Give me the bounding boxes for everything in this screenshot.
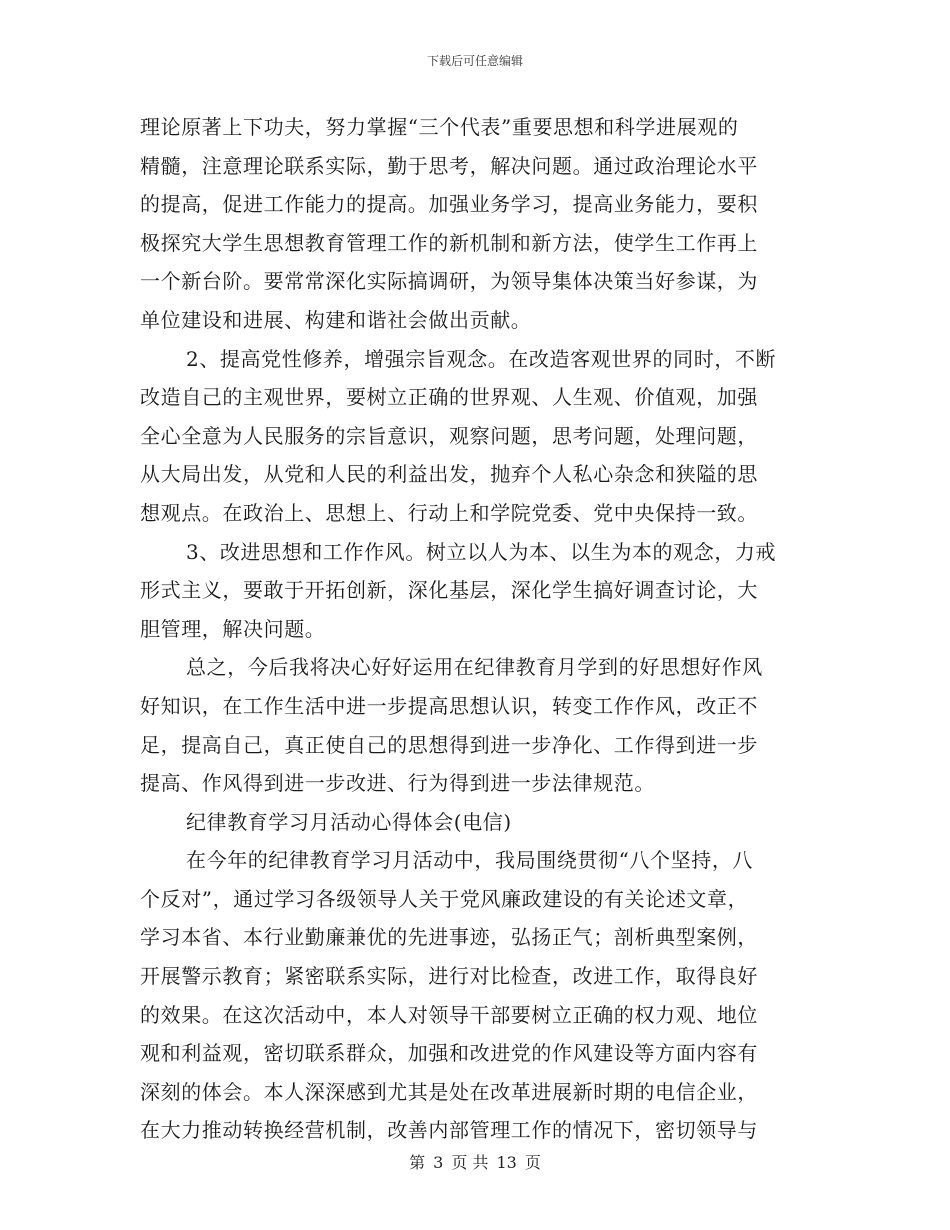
- text-line: 提高、作风得到进一步改进、行为得到进一步法律规范。: [140, 771, 655, 796]
- paragraph-start: 3、改进思想和工作作风。树立以人为本、以生为本的观念，力戒: [186, 539, 777, 564]
- text-line: 全心全意为人民服务的宗旨意识，观察问题，思考问题，处理问题，: [140, 423, 758, 448]
- page-footer: [0, 1150, 950, 1173]
- text-line: 单位建设和进展、构建和谐社会做出贡献。: [140, 307, 532, 332]
- text-line: 想观点。在政治上、思想上、行动上和学院党委、党中央保持一致。: [140, 500, 758, 525]
- text-line: 足，提高自己，真正使自己的思想得到进一步净化、工作得到进一步: [140, 732, 758, 757]
- text-line: 的效果。在这次活动中，本人对领导干部要树立正确的权力观、地位: [140, 1002, 758, 1027]
- section-title: 纪律教育学习月活动心得体会(电信): [186, 809, 512, 834]
- text-line: 在大力推动转换经营机制，改善内部管理工作的情况下，密切领导与: [140, 1118, 758, 1143]
- text-line: 形式主义，要敢于开拓创新，深化基层，深化学生搞好调查讨论，大: [140, 578, 758, 603]
- text-line: 极探究大学生思想教育管理工作的新机制和新方法，使学生工作再上: [140, 230, 758, 255]
- text-line: 理论原著上下功夫，努力掌握“三个代表”重要思想和科学进展观的: [140, 115, 739, 139]
- text-line: 开展警示教育；紧密联系实际，进行对比检查，改进工作，取得良好: [140, 964, 758, 989]
- text-line: 改造自己的主观世界，要树立正确的世界观、人生观、价值观，加强: [140, 385, 758, 410]
- document-body: [140, 108, 800, 1150]
- current-page-number: 3: [433, 1153, 444, 1172]
- page-header: 下载后可任意编辑: [426, 54, 523, 68]
- total-page-count: 13: [496, 1153, 517, 1172]
- text-line: 深刻的体会。本人深深感到尤其是处在改革进展新时期的电信企业，: [140, 1079, 758, 1104]
- text-line: 从大局出发，从党和人民的利益出发，抛弃个人私心杂念和狭隘的思: [140, 462, 758, 487]
- paragraph-start: 在今年的纪律教育学习月活动中，我局围绕贯彻“八个坚持，八: [186, 848, 754, 873]
- text-line: 学习本省、本行业勤廉兼优的先进事迹，弘扬正气；剖析典型案例，: [140, 925, 758, 950]
- footer-prefix: 第: [409, 1153, 426, 1172]
- text-line: 观和利益观，密切联系群众，加强和改进党的作风建设等方面内容有: [140, 1041, 758, 1066]
- paragraph-start: 总之，今后我将决心好好运用在纪律教育月学到的好思想好作风: [186, 655, 763, 680]
- text-line: 个反对”，通过学习各级领导人关于党风廉政建设的有关论述文章，: [140, 886, 749, 911]
- text-line: 的提高，促进工作能力的提高。加强业务学习，提高业务能力，要积: [140, 192, 758, 217]
- footer-suffix: 页: [524, 1153, 541, 1172]
- paragraph-start: 2、提高党性修养，增强宗旨观念。在改造客观世界的同时，不断: [186, 346, 777, 371]
- text-line: 精髓，注意理论联系实际，勤于思考，解决问题。通过政治理论水平: [140, 153, 758, 178]
- text-line: 好知识，在工作生活中进一步提高思想认识，转变工作作风，改正不: [140, 693, 758, 718]
- footer-middle: 页 共: [451, 1153, 489, 1172]
- text-line: 一个新台阶。要常常深化实际搞调研，为领导集体决策当好参谋，为: [140, 269, 758, 294]
- text-line: 胆管理，解决问题。: [140, 616, 326, 641]
